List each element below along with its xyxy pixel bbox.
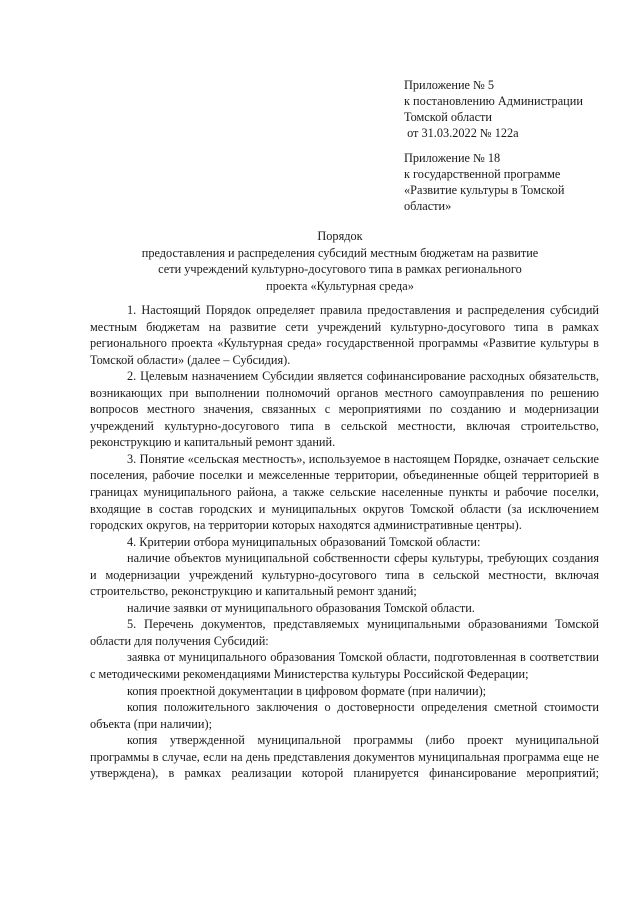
criterion-2: наличие заявки от муниципального образования Томской области. <box>127 600 475 615</box>
document-item-application: заявка от муниципального образования Томской области, подготовленная в соответствии с методическими рекомендациями Министерства культуры Российской Федерации; <box>90 650 599 682</box>
appendix-line: Приложение № 18 <box>404 151 501 165</box>
document-item-conclusion: копия положительного заключения о достоверности определения сметной стоимости объекта (при наличии); <box>90 700 599 731</box>
appendix-line: от 31.03.2022 № 122а <box>404 126 519 140</box>
paragraph-4: 4. Критерии отбора муниципальных образований Томской области: <box>127 534 481 549</box>
document-body <box>90 302 599 782</box>
paragraph-3: 3. Понятие «сельская местность», используемое в настоящем Порядке, означает сельские поселения, рабочие поселки и межселенные территории, объединенные общей территорией в границах муниципального района, а также сельские населенные пункты и рабочие поселки, входящие в состав городских и муниципальных округов Томской области (за исключением городских округов, на территории которых находятся административные центры). <box>90 451 599 533</box>
appendix-line: области» <box>404 199 452 213</box>
paragraph-2: 2. Целевым назначением Субсидии является софинансирование расходных обязательств, возникающих при выполнении полномочий органов местного самоуправления по решению вопросов местного значения, связанных с мероприятиями по созданию и модернизации учреждений культурно-досугового типа в сельской местности, включая строительство, реконструкцию и капитальный ремонт зданий. <box>90 369 599 450</box>
document-title <box>80 228 600 294</box>
document-item-project-docs: копия проектной документации в цифровом формате (при наличии); <box>127 683 487 698</box>
title-line: сети учреждений культурно-досугового типа в рамках регионального <box>158 262 522 277</box>
appendix-line: к государственной программе <box>404 167 561 181</box>
appendix-line: «Развитие культуры в Томской <box>404 183 565 197</box>
appendix-18-header <box>404 150 619 214</box>
paragraph-1: 1. Настоящий Порядок определяет правила предоставления и распределения субсидий местным бюджетам на развитие сети учреждений культурно-досугового типа в рамках регионального проекта «Культурная среда» государственной программы «Развитие культуры в Томской области» (далее – Субсидия). <box>90 303 599 367</box>
title-line: проекта «Культурная среда» <box>266 278 414 293</box>
appendix-5-header <box>404 77 619 141</box>
document-item-program: копия утвержденной муниципальной программы (либо проект муниципальной программы в случае, если на день представления документов муниципальная программа еще не утверждена), в рамках реализации которой планируется финансирование мероприятий; <box>90 733 599 781</box>
title-heading: Порядок <box>317 229 363 243</box>
title-line: предоставления и распределения субсидий местным бюджетам на развитие <box>141 245 539 260</box>
appendix-line: Приложение № 5 <box>404 78 495 92</box>
appendix-line: к постановлению Администрации <box>404 94 583 108</box>
paragraph-5: 5. Перечень документов, представляемых муниципальными образованиями Томской области для получения Субсидий: <box>90 617 599 648</box>
criterion-1: наличие объектов муниципальной собственности сферы культуры, требующих создания и модернизации учреждений культурно-досугового типа в сельской местности, включая строительство, реконструкцию и капитальный ремонт зданий; <box>90 551 599 599</box>
appendix-line: Томской области <box>404 110 492 124</box>
